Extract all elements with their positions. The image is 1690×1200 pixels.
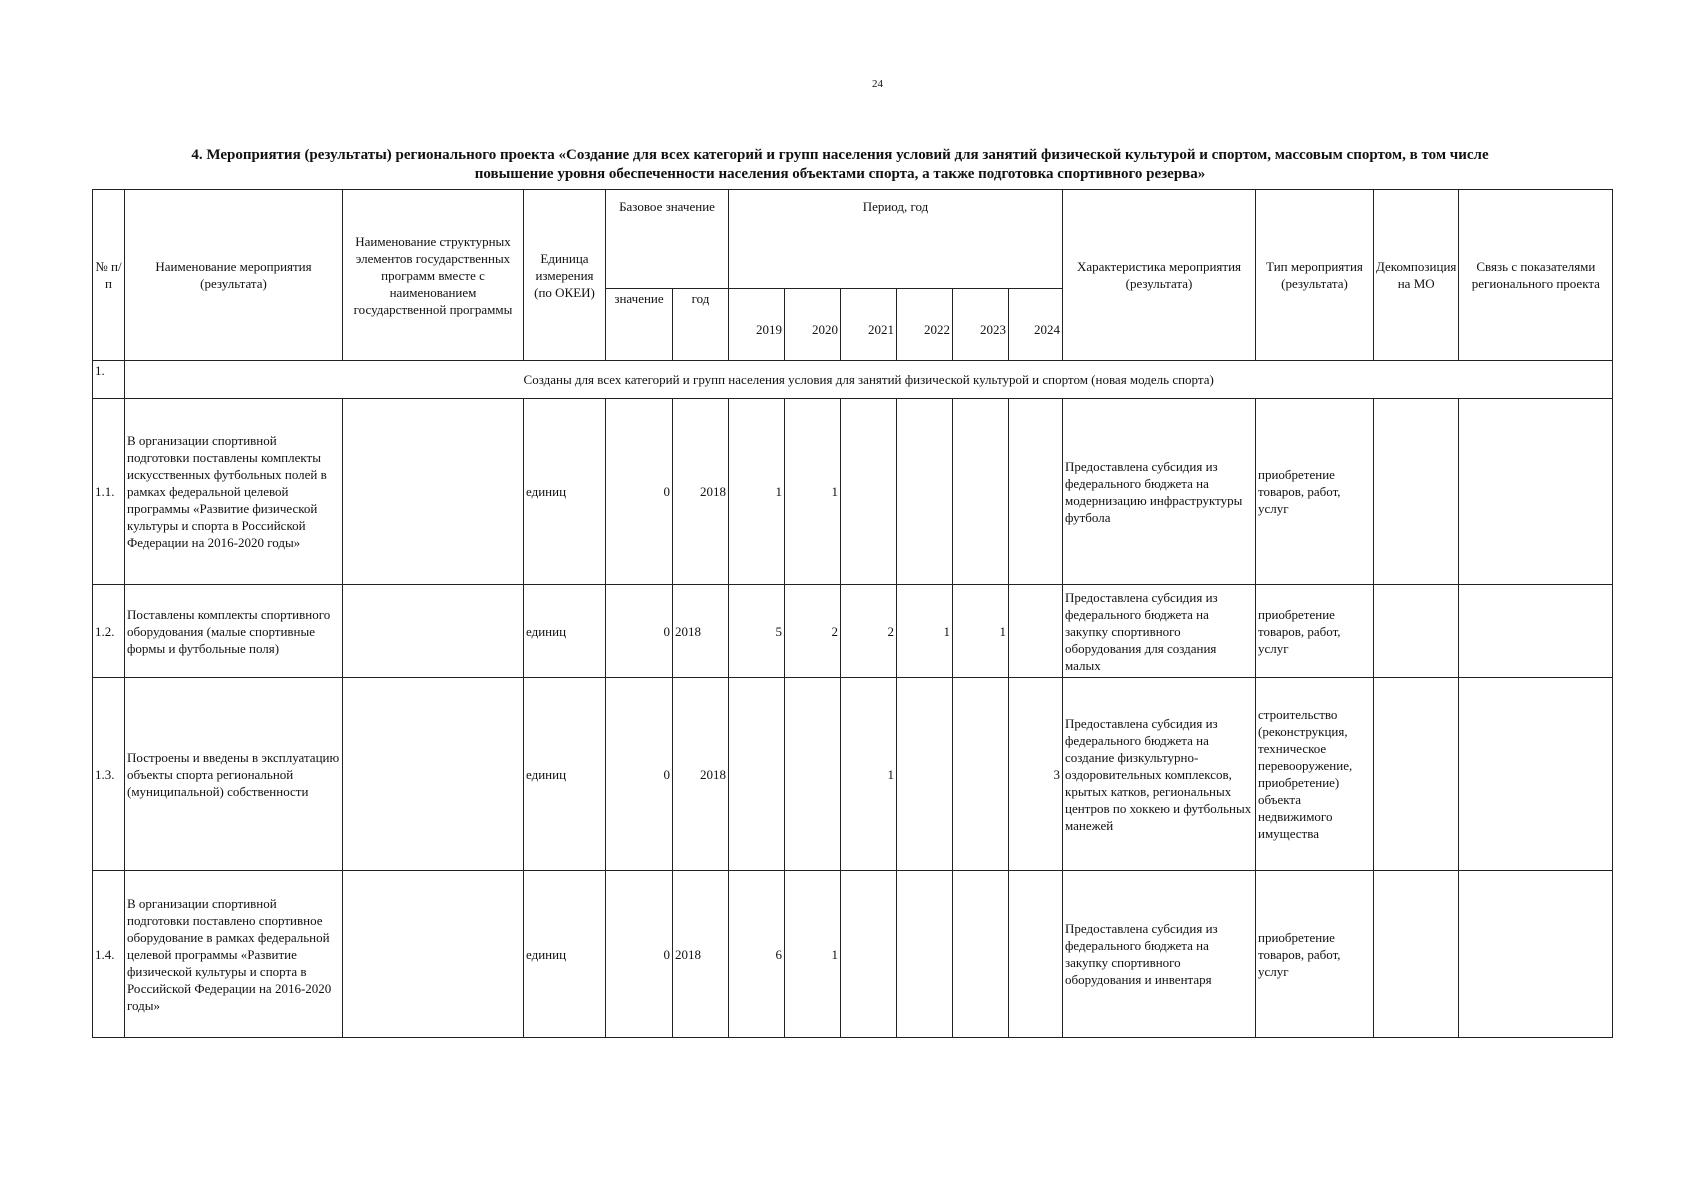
row-type: приобретение товаров, работ, услуг (1256, 399, 1374, 585)
header-num: № п/п (93, 190, 125, 361)
header-link: Связь с показателями регионального проекта (1459, 190, 1613, 361)
header-year-2022: 2022 (897, 289, 953, 361)
row-decomp (1374, 585, 1459, 678)
row-year-2022: 1 (897, 585, 953, 678)
row-type: приобретение товаров, работ, услуг (1256, 585, 1374, 678)
page-number: 24 (872, 78, 883, 90)
header-decomp: Декомпозиция на МО (1374, 190, 1459, 361)
header-base-value: значение (606, 289, 673, 361)
header-year-2023: 2023 (953, 289, 1009, 361)
row-year-2019: 1 (729, 399, 785, 585)
row-structural (343, 585, 524, 678)
header-type: Тип мероприятия (результата) (1256, 190, 1374, 361)
table-row (93, 585, 1613, 678)
row-year-2020: 1 (785, 399, 841, 585)
header-year-2020: 2020 (785, 289, 841, 361)
header-structural: Наименование структурных элементов государственных программ вместе с наименованием государственной программы (343, 190, 524, 361)
row-year-2021: 2 (841, 585, 897, 678)
row-year-2023 (953, 871, 1009, 1038)
row-base-year: 2018 (673, 399, 729, 585)
row-year-2022 (897, 399, 953, 585)
row-year-2019: 6 (729, 871, 785, 1038)
row-year-2022 (897, 678, 953, 871)
row-year-2020: 2 (785, 585, 841, 678)
row-characteristic: Предоставлена субсидия из федерального бюджета на модернизацию инфраструктуры футбола (1063, 399, 1256, 585)
row-name: Построены и введены в эксплуатацию объекты спорта региональной (муниципальной) собственности (125, 678, 343, 871)
title-line-1: 4. Мероприятия (результаты) регионального проекта «Создание для всех категорий и групп населения условий для занятий физической культурой и спортом, массовым спортом, в том числе (191, 147, 1489, 163)
row-unit: единиц (524, 871, 606, 1038)
row-year-2020: 1 (785, 871, 841, 1038)
header-period: Период, год (729, 190, 1063, 289)
row-num: 1.4. (93, 871, 125, 1038)
row-characteristic: Предоставлена субсидия из федерального бюджета на закупку спортивного оборудования для создания малых (1063, 585, 1256, 678)
row-year-2024: 3 (1009, 678, 1063, 871)
header-year-2024: 2024 (1009, 289, 1063, 361)
row-year-2024 (1009, 585, 1063, 678)
section-title: Созданы для всех категорий и групп населения условия для занятий физической культурой и спортом (новая модель спорта) (125, 361, 1613, 399)
row-structural (343, 678, 524, 871)
header-unit: Единица измерения (по ОКЕИ) (524, 190, 606, 361)
row-base-year: 2018 (673, 871, 729, 1038)
row-year-2021 (841, 399, 897, 585)
row-year-2023 (953, 399, 1009, 585)
row-decomp (1374, 399, 1459, 585)
row-link (1459, 871, 1613, 1038)
row-num: 1.2. (93, 585, 125, 678)
row-year-2023: 1 (953, 585, 1009, 678)
table-row (93, 871, 1613, 1038)
row-name: В организации спортивной подготовки поставлено спортивное оборудование в рамках федеральной целевой программы «Развитие физической культуры и спорта в Российской Федерации на 2016-2020 годы» (125, 871, 343, 1038)
row-unit: единиц (524, 678, 606, 871)
section-num: 1. (93, 361, 125, 399)
header-row-1 (93, 190, 1613, 289)
row-base-year: 2018 (673, 678, 729, 871)
row-num: 1.3. (93, 678, 125, 871)
row-base-value: 0 (606, 871, 673, 1038)
row-characteristic: Предоставлена субсидия из федерального бюджета на закупку спортивного оборудования и инвентаря (1063, 871, 1256, 1038)
row-year-2019: 5 (729, 585, 785, 678)
header-name: Наименование мероприятия (результата) (125, 190, 343, 361)
row-year-2021: 1 (841, 678, 897, 871)
row-link (1459, 585, 1613, 678)
row-year-2024 (1009, 871, 1063, 1038)
row-link (1459, 399, 1613, 585)
row-characteristic: Предоставлена субсидия из федерального бюджета на создание физкультурно-оздоровительных комплексов, крытых катков, региональных центров по хоккею и футбольных манежей (1063, 678, 1256, 871)
row-type: строительство (реконструкция, техническое перевооружение, приобретение) объекта недвижимого имущества (1256, 678, 1374, 871)
header-characteristic: Характеристика мероприятия (результата) (1063, 190, 1256, 361)
row-num: 1.1. (93, 399, 125, 585)
row-year-2024 (1009, 399, 1063, 585)
header-base-year: год (673, 289, 729, 361)
row-base-value: 0 (606, 585, 673, 678)
row-year-2019 (729, 678, 785, 871)
section-row (93, 361, 1613, 399)
title-line-2: повышение уровня обеспеченности населения объектами спорта, а также подготовка спортивного резерва» (474, 166, 1206, 182)
row-unit: единиц (524, 399, 606, 585)
row-base-value: 0 (606, 678, 673, 871)
row-base-value: 0 (606, 399, 673, 585)
header-base: Базовое значение (606, 190, 729, 289)
table-row (93, 678, 1613, 871)
row-decomp (1374, 871, 1459, 1038)
results-table (92, 189, 1613, 1038)
document-title (120, 146, 1560, 184)
row-year-2020 (785, 678, 841, 871)
row-year-2022 (897, 871, 953, 1038)
row-structural (343, 871, 524, 1038)
row-year-2023 (953, 678, 1009, 871)
row-structural (343, 399, 524, 585)
header-year-2019: 2019 (729, 289, 785, 361)
table-row (93, 399, 1613, 585)
header-year-2021: 2021 (841, 289, 897, 361)
row-link (1459, 678, 1613, 871)
row-decomp (1374, 678, 1459, 871)
row-name: Поставлены комплекты спортивного оборудования (малые спортивные формы и футбольные поля) (125, 585, 343, 678)
row-type: приобретение товаров, работ, услуг (1256, 871, 1374, 1038)
row-year-2021 (841, 871, 897, 1038)
row-base-year: 2018 (673, 585, 729, 678)
row-name: В организации спортивной подготовки поставлены комплекты искусственных футбольных полей в рамках федеральной целевой программы «Развитие физической культуры и спорта в Российской Федерации на 2016-2020 годы» (125, 399, 343, 585)
row-unit: единиц (524, 585, 606, 678)
